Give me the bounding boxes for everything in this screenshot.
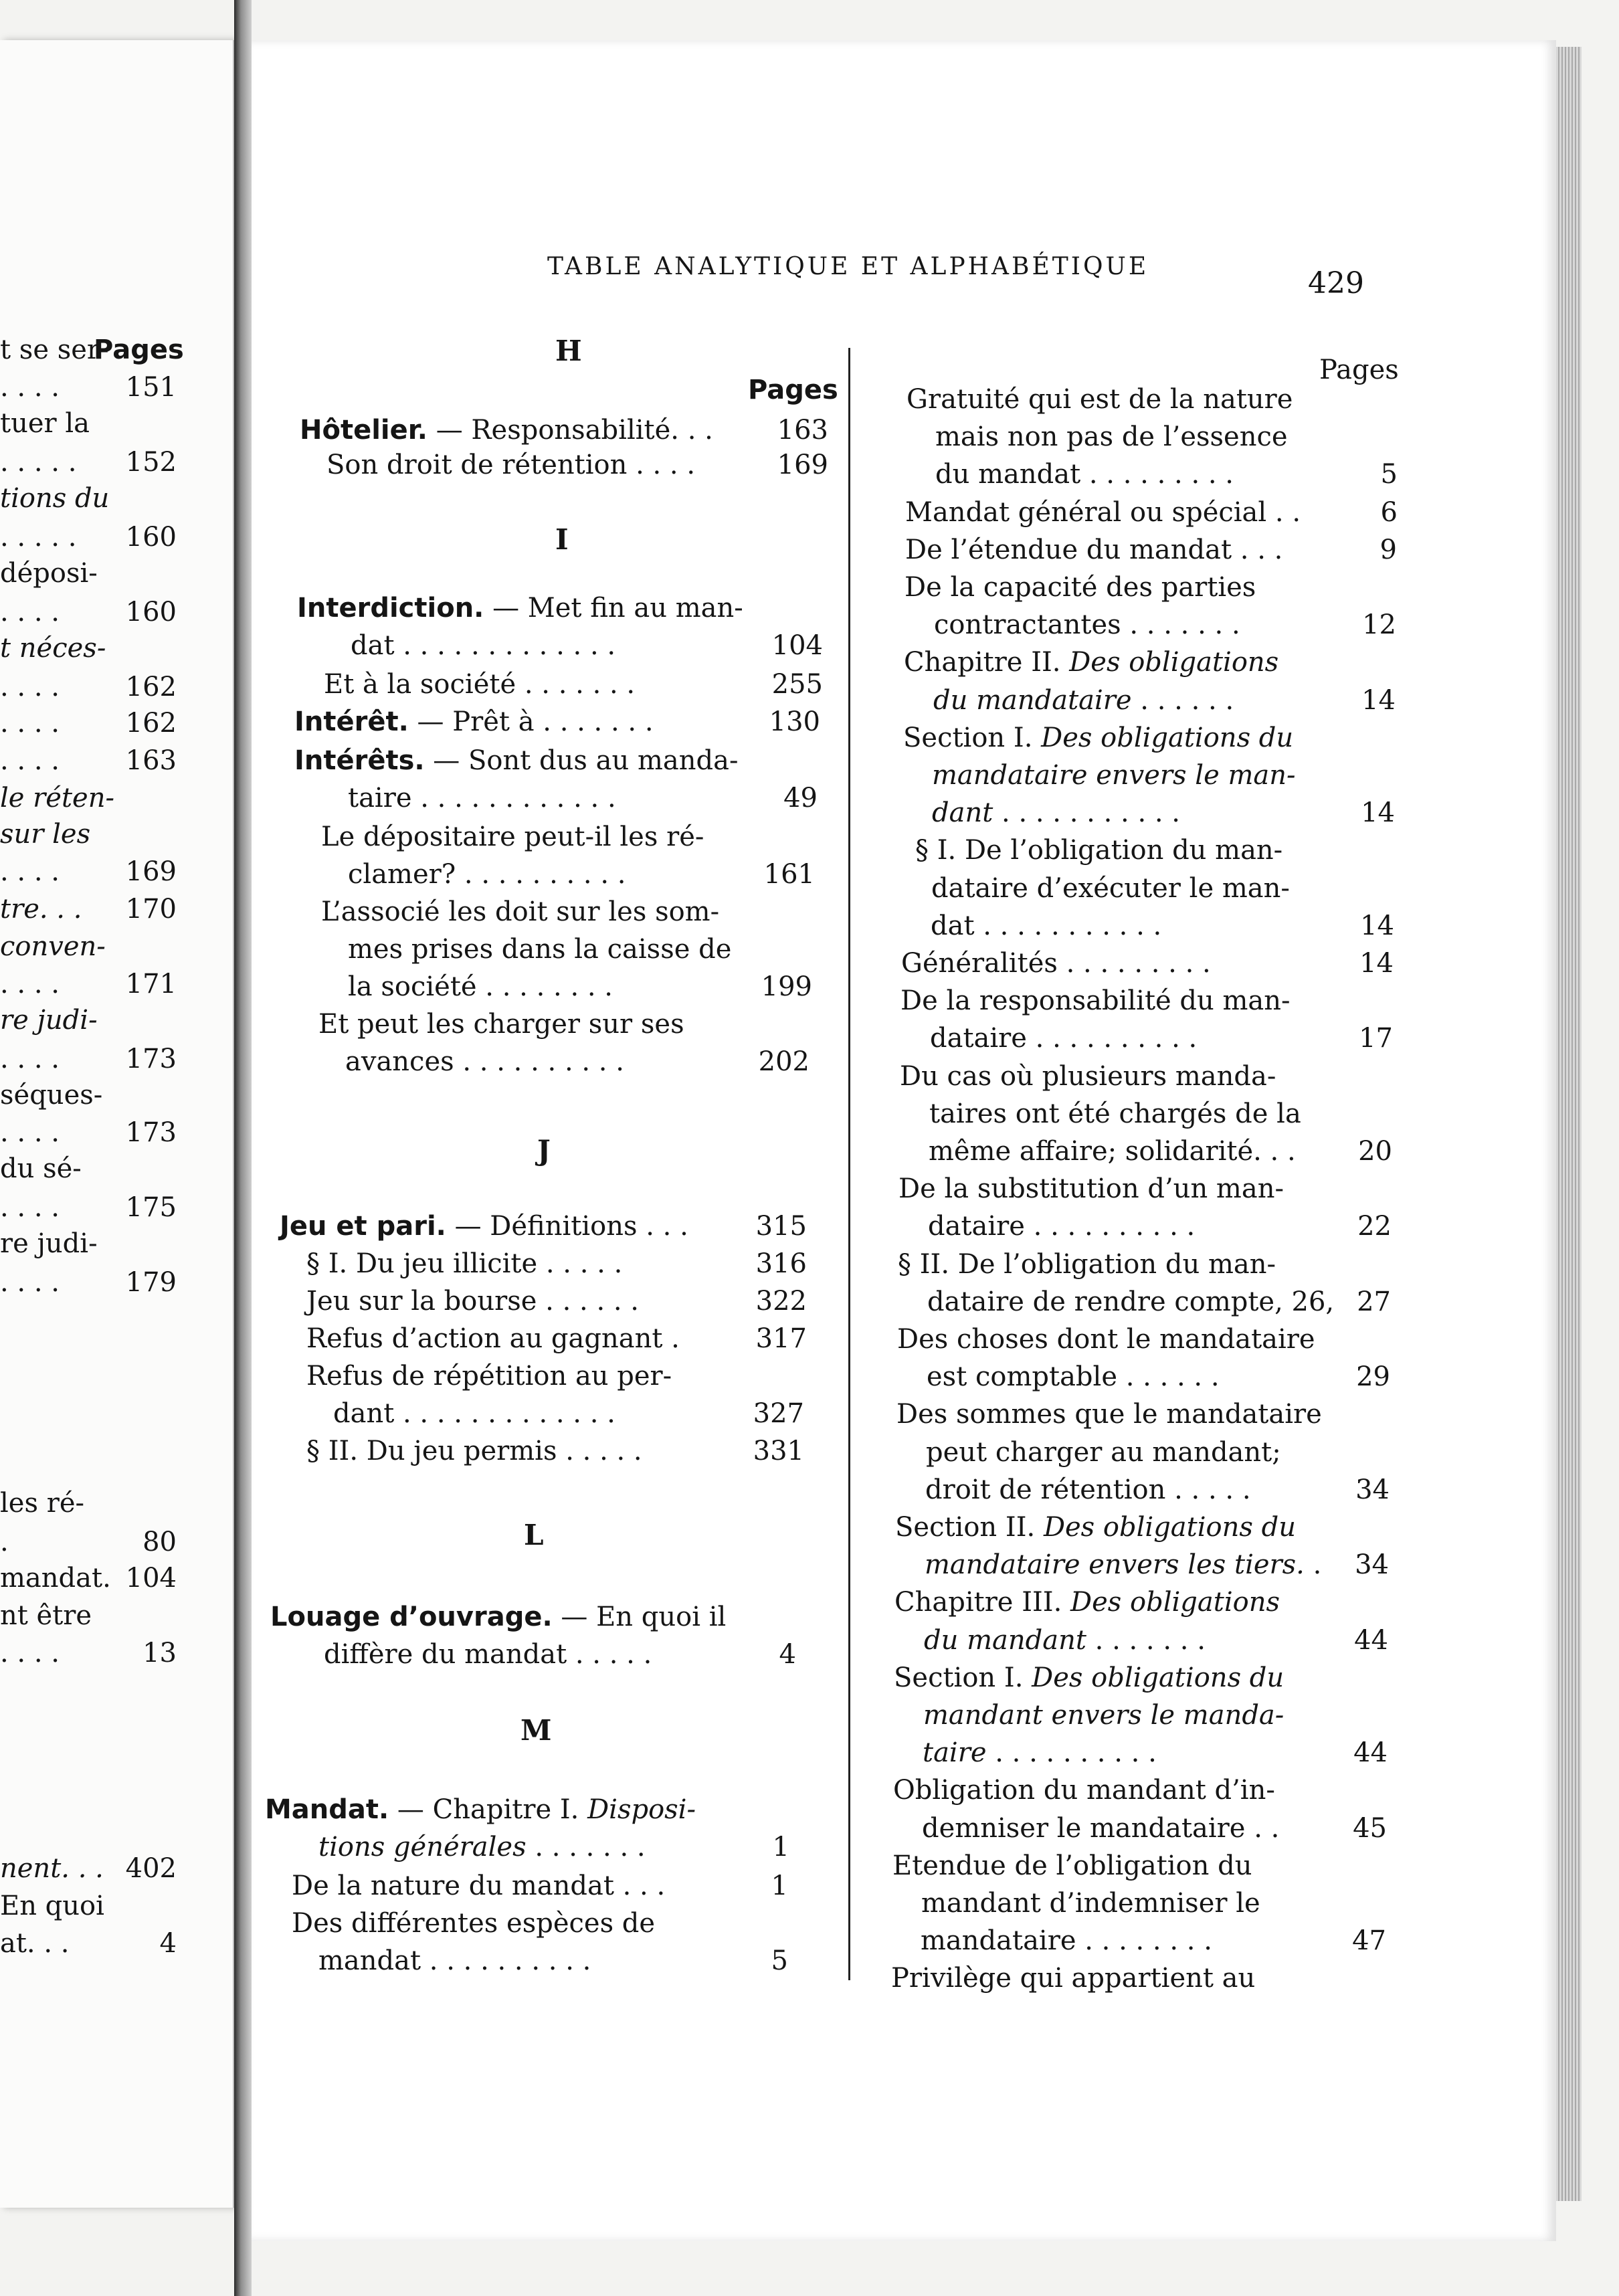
- page-reference: 45: [1353, 1813, 1387, 1844]
- index-entry: [931, 911, 1161, 941]
- left-page-reference: 163: [125, 745, 177, 776]
- page-reference: 20: [1358, 1136, 1392, 1167]
- entry-italic: Des obligations du: [1043, 1512, 1296, 1543]
- left-entry-text: . . . .: [0, 856, 60, 887]
- entry-text: taires ont été chargés de la: [929, 1098, 1301, 1129]
- column-divider: [848, 348, 850, 1980]
- index-entry: [318, 1945, 591, 1976]
- index-entry: [904, 647, 1278, 678]
- entry-text: Refus de répétition au per-: [306, 1361, 672, 1392]
- page-reference: 1: [771, 1871, 788, 1901]
- entry-text: mes prises dans la caisse de: [348, 934, 732, 965]
- entry-text: § II. De l’obligation du man-: [898, 1249, 1276, 1280]
- entry-text: De l’étendue du mandat . . .: [905, 535, 1283, 565]
- left-page-reference: 169: [125, 856, 177, 887]
- entry-text: Des choses dont le mandataire: [897, 1324, 1315, 1355]
- entry-heading: Hôtelier.: [300, 415, 427, 446]
- section-letter-m: M: [520, 1714, 552, 1747]
- index-entry: [900, 985, 1291, 1016]
- entry-italic: mandataire envers le man-: [932, 760, 1296, 791]
- col2-pages-label: Pages: [1319, 355, 1399, 385]
- index-entry: [900, 1061, 1276, 1092]
- page-reference: 34: [1355, 1474, 1390, 1505]
- left-entry-text: .: [0, 1527, 9, 1557]
- index-entry: [926, 1437, 1281, 1468]
- entry-text: Le dépositaire peut-il les ré-: [321, 822, 704, 852]
- page-reference: 5: [1380, 459, 1398, 490]
- entry-italic: Disposi-: [587, 1794, 696, 1825]
- left-page-reference: 179: [125, 1267, 177, 1298]
- entry-text: Son droit de rétention . . . .: [326, 450, 696, 480]
- entry-italic: mandant envers le manda-: [923, 1700, 1284, 1731]
- entry-italic: dant: [932, 797, 993, 828]
- left-entry-text: le réten-: [0, 783, 114, 814]
- entry-text: § I. Du jeu illicite . . . . .: [306, 1248, 623, 1279]
- index-entry: [318, 1832, 646, 1862]
- entry-text: même affaire; solidarité. . .: [929, 1136, 1296, 1167]
- entry-heading: Intérêts.: [294, 745, 425, 776]
- entry-text: dataire . . . . . . . . . .: [928, 1211, 1196, 1242]
- entry-text: — Prêt à . . . . . . .: [408, 706, 654, 737]
- entry-text: § II. Du jeu permis . . . . .: [306, 1436, 642, 1466]
- page-reference: 322: [755, 1286, 807, 1317]
- entry-text: dant . . . . . . . . . . . . .: [333, 1398, 615, 1429]
- index-entry: [934, 609, 1240, 640]
- page-reference: 27: [1357, 1286, 1391, 1317]
- entry-text: est comptable . . . . . .: [927, 1361, 1220, 1392]
- entry-text: Chapitre III.: [894, 1587, 1071, 1618]
- entry-text: . . . . . . . . . . .: [993, 797, 1181, 828]
- index-entry: [318, 1009, 684, 1040]
- index-entry: [895, 1512, 1296, 1543]
- left-page-reference: 170: [125, 894, 177, 925]
- page-reference: 44: [1354, 1625, 1388, 1656]
- section-letter-h: H: [555, 334, 582, 367]
- index-entry: [903, 723, 1293, 753]
- left-entry-text: les ré-: [0, 1488, 85, 1519]
- entry-text: De la nature du mandat . . .: [292, 1871, 666, 1901]
- entry-text: avances . . . . . . . . . .: [345, 1046, 624, 1077]
- entry-text: De la responsabilité du man-: [900, 985, 1291, 1016]
- index-entry: [930, 1023, 1197, 1054]
- page-reference: 44: [1353, 1737, 1388, 1768]
- entry-text: dataire d’exécuter le man-: [931, 873, 1290, 904]
- entry-text: dat . . . . . . . . . . . . .: [351, 630, 616, 661]
- index-entry: [933, 685, 1234, 716]
- index-entry: [321, 822, 704, 852]
- index-entry: [935, 459, 1234, 490]
- running-header: TABLE ANALYTIQUE ET ALPHABÉTIQUE: [547, 253, 1149, 280]
- entry-heading: Mandat.: [265, 1794, 389, 1825]
- index-entry: [921, 1888, 1260, 1919]
- index-entry: [898, 1249, 1276, 1280]
- entry-text: .: [1304, 1549, 1322, 1580]
- entry-text: Obligation du mandant d’in-: [893, 1775, 1275, 1806]
- page-reference: 14: [1359, 948, 1394, 979]
- entry-text: dat . . . . . . . . . . .: [931, 911, 1162, 941]
- entry-text: De la substitution d’un man-: [898, 1173, 1284, 1204]
- entry-text: demniser le mandataire . .: [922, 1813, 1280, 1844]
- page-reference: 255: [771, 669, 823, 700]
- index-entry: [925, 1549, 1321, 1580]
- left-page-reference: 4: [159, 1928, 177, 1959]
- entry-italic: taire: [923, 1737, 987, 1768]
- left-entry-text: . . . . .: [0, 522, 77, 553]
- entry-text: Section I.: [894, 1662, 1032, 1693]
- page-reference: 317: [755, 1323, 807, 1354]
- left-page-reference: 171: [125, 969, 177, 999]
- page-reference: 6: [1380, 497, 1398, 528]
- section-letter-i: I: [555, 523, 569, 556]
- left-entry-text: . . . .: [0, 745, 60, 776]
- page-reference: 161: [763, 859, 815, 890]
- left-page-reference: 162: [125, 672, 177, 702]
- col1-pages-label: Pages: [748, 375, 838, 405]
- index-entry: [925, 1474, 1251, 1505]
- index-entry: [893, 1775, 1275, 1806]
- index-entry: [907, 384, 1293, 415]
- left-entry-text: re judi-: [0, 1228, 98, 1259]
- entry-heading: Intérêt.: [294, 706, 409, 737]
- entry-italic: mandataire envers les tiers.: [925, 1549, 1305, 1580]
- left-page: [0, 40, 234, 2208]
- entry-text: taire . . . . . . . . . . . .: [348, 783, 616, 814]
- entry-italic: du mandataire: [933, 685, 1132, 716]
- left-page-reference: 173: [125, 1117, 177, 1148]
- index-entry: [905, 535, 1282, 565]
- left-page-reference: 160: [125, 597, 177, 628]
- index-entry: [935, 421, 1288, 452]
- entry-text: — Chapitre I.: [389, 1794, 588, 1825]
- left-entry-text: . . . .: [0, 708, 60, 739]
- entry-text: du mandat . . . . . . . . .: [935, 459, 1234, 490]
- index-entry: [324, 1639, 652, 1670]
- entry-heading: Interdiction.: [297, 593, 484, 624]
- entry-text: Section II.: [895, 1512, 1044, 1543]
- left-entry-text: . . . .: [0, 1267, 60, 1298]
- page-reference: 315: [755, 1211, 807, 1242]
- left-entry-text: . . . .: [0, 1117, 60, 1148]
- index-entry: [894, 1662, 1284, 1693]
- entry-text: dataire . . . . . . . . . .: [930, 1023, 1198, 1054]
- index-entry: [905, 497, 1301, 528]
- left-entry-text: du sé-: [0, 1153, 82, 1184]
- page-reference: 130: [769, 706, 820, 737]
- entry-text: § I. De l’obligation du man-: [915, 835, 1283, 866]
- page-reference: 316: [755, 1248, 807, 1279]
- page-reference: 202: [758, 1046, 810, 1077]
- index-entry: [292, 1908, 655, 1939]
- index-entry: [904, 572, 1256, 603]
- entry-text: Du cas où plusieurs manda-: [900, 1061, 1276, 1092]
- left-entry-text: . . . .: [0, 1192, 60, 1223]
- left-entry-text: . . . .: [0, 672, 60, 702]
- entry-text: — Responsabilité. . .: [427, 415, 713, 446]
- left-entry-text: t se ser-: [0, 334, 109, 365]
- index-entry: [915, 835, 1282, 866]
- entry-heading: Louage d’ouvrage.: [270, 1602, 553, 1632]
- left-entry-text: déposi-: [0, 558, 98, 589]
- left-page-reference: 104: [125, 1563, 177, 1594]
- index-entry: [306, 1323, 680, 1354]
- left-entry-text: tions du: [0, 483, 110, 514]
- index-entry: [270, 1602, 726, 1632]
- left-entry-text: En quoi: [0, 1891, 104, 1921]
- left-entry-text: . . . .: [0, 1044, 60, 1074]
- page-reference: 12: [1362, 609, 1396, 640]
- entry-text: Généralités . . . . . . . . .: [901, 948, 1211, 979]
- index-entry: [348, 783, 616, 814]
- page-number: 429: [1308, 266, 1364, 300]
- left-entry-text: tuer la: [0, 408, 90, 439]
- entry-text: mandat . . . . . . . . . .: [318, 1945, 591, 1976]
- entry-text: clamer? . . . . . . . . . .: [348, 859, 626, 890]
- index-entry: [931, 873, 1290, 904]
- page-reference: 163: [777, 415, 828, 446]
- entry-text: Refus d’action au gagnant .: [306, 1323, 680, 1354]
- entry-italic: Des obligations: [1069, 647, 1279, 678]
- left-page-reference: 152: [125, 447, 177, 478]
- entry-heading: Jeu et pari.: [280, 1211, 446, 1242]
- entry-text: la société . . . . . . . .: [348, 971, 613, 1002]
- left-entry-text: séques-: [0, 1080, 103, 1111]
- index-entry: [345, 1046, 624, 1077]
- entry-text: mais non pas de l’essence: [935, 421, 1288, 452]
- index-entry: [294, 745, 739, 776]
- index-entry: [932, 760, 1296, 791]
- entry-italic: Des obligations du: [1041, 723, 1294, 753]
- entry-italic: tions générales: [318, 1832, 527, 1862]
- left-entry-text: t néces-: [0, 633, 106, 664]
- index-entry: [921, 1925, 1212, 1956]
- left-entry-text: . . . .: [0, 372, 60, 403]
- left-entry-text: . . . .: [0, 1638, 60, 1668]
- page-reference: 47: [1352, 1925, 1386, 1956]
- index-entry: [932, 797, 1180, 828]
- page-reference: 29: [1356, 1361, 1390, 1392]
- index-entry: [897, 1324, 1315, 1355]
- left-entry-text: re judi-: [0, 1005, 98, 1036]
- index-entry: [265, 1794, 696, 1825]
- index-entry: [324, 669, 635, 700]
- entry-text: dataire de rendre compte, 26,: [927, 1286, 1335, 1317]
- left-pages-label: Pages: [94, 334, 184, 365]
- index-entry: [929, 1098, 1301, 1129]
- index-entry: [894, 1587, 1280, 1618]
- entry-text: Gratuité qui est de la nature: [907, 384, 1293, 415]
- left-page-reference: 151: [125, 372, 177, 403]
- left-page-reference: 173: [125, 1044, 177, 1074]
- left-page-reference: 160: [125, 522, 177, 553]
- page-reference: 49: [783, 783, 818, 814]
- entry-text: — Met fin au man-: [484, 593, 743, 624]
- page-reference: 22: [1357, 1211, 1392, 1242]
- page-reference: 5: [771, 1945, 788, 1976]
- index-entry: [306, 1248, 622, 1279]
- entry-text: Des sommes que le mandataire: [896, 1399, 1322, 1430]
- entry-text: mandant d’indemniser le: [921, 1888, 1260, 1919]
- entry-text: peut charger au mandant;: [926, 1437, 1281, 1468]
- index-entry: [901, 948, 1211, 979]
- left-entry-text: . . . .: [0, 969, 60, 999]
- entry-text: . . . . . . .: [1086, 1625, 1206, 1656]
- entry-text: Privilège qui appartient au: [891, 1963, 1256, 1994]
- index-entry: [898, 1173, 1284, 1204]
- index-entry: [929, 1136, 1296, 1167]
- entry-text: mandataire . . . . . . . .: [921, 1925, 1212, 1956]
- section-letter-l: L: [524, 1519, 544, 1551]
- left-page-reference: 175: [125, 1192, 177, 1223]
- entry-text: — Sont dus au manda-: [424, 745, 739, 776]
- entry-text: Chapitre II.: [904, 647, 1070, 678]
- page-reference: 331: [753, 1436, 804, 1466]
- page-reference: 34: [1355, 1549, 1389, 1580]
- index-entry: [321, 896, 719, 927]
- entry-text: Jeu sur la bourse . . . . . .: [306, 1286, 640, 1317]
- entry-text: — Définitions . . .: [446, 1211, 688, 1242]
- index-entry: [892, 1850, 1252, 1881]
- entry-text: Section I.: [903, 723, 1042, 753]
- entry-text: L’associé les doit sur les som-: [321, 896, 720, 927]
- index-entry: [306, 1361, 672, 1392]
- page-reference: 199: [761, 971, 812, 1002]
- entry-text: . . . . . . . . . .: [986, 1737, 1157, 1768]
- index-entry: [928, 1211, 1195, 1242]
- page-reference: 4: [779, 1639, 796, 1670]
- page-edge: [1556, 47, 1582, 2201]
- index-entry: [927, 1361, 1220, 1392]
- index-entry: [348, 934, 731, 965]
- index-entry: [924, 1625, 1206, 1656]
- page-reference: 1: [772, 1832, 789, 1862]
- left-page-reference: 162: [125, 708, 177, 739]
- left-entry-text: nent. . .: [0, 1853, 104, 1884]
- index-entry: [333, 1398, 615, 1429]
- entry-text: Et peut les charger sur ses: [318, 1009, 684, 1040]
- index-entry: [297, 593, 743, 624]
- entry-italic: du mandant: [924, 1625, 1086, 1656]
- index-entry: [351, 630, 615, 661]
- entry-italic: Des obligations du: [1032, 1662, 1284, 1693]
- index-entry: [294, 706, 654, 737]
- index-entry: [927, 1286, 1334, 1317]
- entry-text: Des différentes espèces de: [292, 1908, 656, 1939]
- entry-text: diffère du mandat . . . . .: [324, 1639, 652, 1670]
- entry-text: . . . . . . .: [526, 1832, 646, 1862]
- left-entry-text: mandat.: [0, 1563, 111, 1594]
- index-entry: [306, 1436, 642, 1466]
- index-entry: [348, 971, 613, 1002]
- index-entry: [348, 859, 626, 890]
- page-reference: 14: [1361, 685, 1396, 716]
- left-entry-text: . . . . .: [0, 447, 77, 478]
- index-entry: [891, 1963, 1255, 1994]
- entry-text: droit de rétention . . . . .: [925, 1474, 1251, 1505]
- index-entry: [280, 1211, 688, 1242]
- entry-text: contractantes . . . . . . .: [934, 609, 1240, 640]
- page-reference: 169: [777, 450, 828, 480]
- entry-text: Etendue de l’obligation du: [892, 1850, 1252, 1881]
- index-entry: [326, 450, 695, 480]
- entry-text: . . . . . .: [1131, 685, 1234, 716]
- page-reference: 327: [753, 1398, 804, 1429]
- left-page-reference: 402: [125, 1853, 177, 1884]
- left-entry-text: at. . .: [0, 1928, 70, 1959]
- entry-text: De la capacité des parties: [904, 572, 1256, 603]
- page-reference: 17: [1359, 1023, 1393, 1054]
- page-reference: 14: [1361, 797, 1395, 828]
- entry-text: — En quoi il: [552, 1602, 727, 1632]
- index-entry: [896, 1399, 1322, 1430]
- index-entry: [923, 1700, 1284, 1731]
- index-entry: [922, 1813, 1279, 1844]
- left-entry-text: conven-: [0, 931, 106, 962]
- index-entry: [292, 1871, 665, 1901]
- section-letter-j: J: [537, 1134, 551, 1167]
- left-page-reference: 80: [142, 1527, 177, 1557]
- page-reference: 104: [771, 630, 823, 661]
- left-entry-text: tre. . .: [0, 894, 82, 925]
- left-entry-text: . . . .: [0, 597, 60, 628]
- entry-text: Et à la société . . . . . . .: [324, 669, 636, 700]
- entry-italic: Des obligations: [1070, 1587, 1280, 1618]
- index-entry: [300, 415, 713, 446]
- page-reference: 9: [1379, 535, 1397, 565]
- left-page-reference: 13: [142, 1638, 177, 1668]
- left-entry-text: sur les: [0, 819, 91, 850]
- left-entry-text: nt être: [0, 1600, 92, 1631]
- index-entry: [306, 1286, 639, 1317]
- book-gutter: [234, 0, 252, 2296]
- page-reference: 14: [1360, 911, 1394, 941]
- index-entry: [923, 1737, 1157, 1768]
- entry-text: Mandat général ou spécial . .: [905, 497, 1301, 528]
